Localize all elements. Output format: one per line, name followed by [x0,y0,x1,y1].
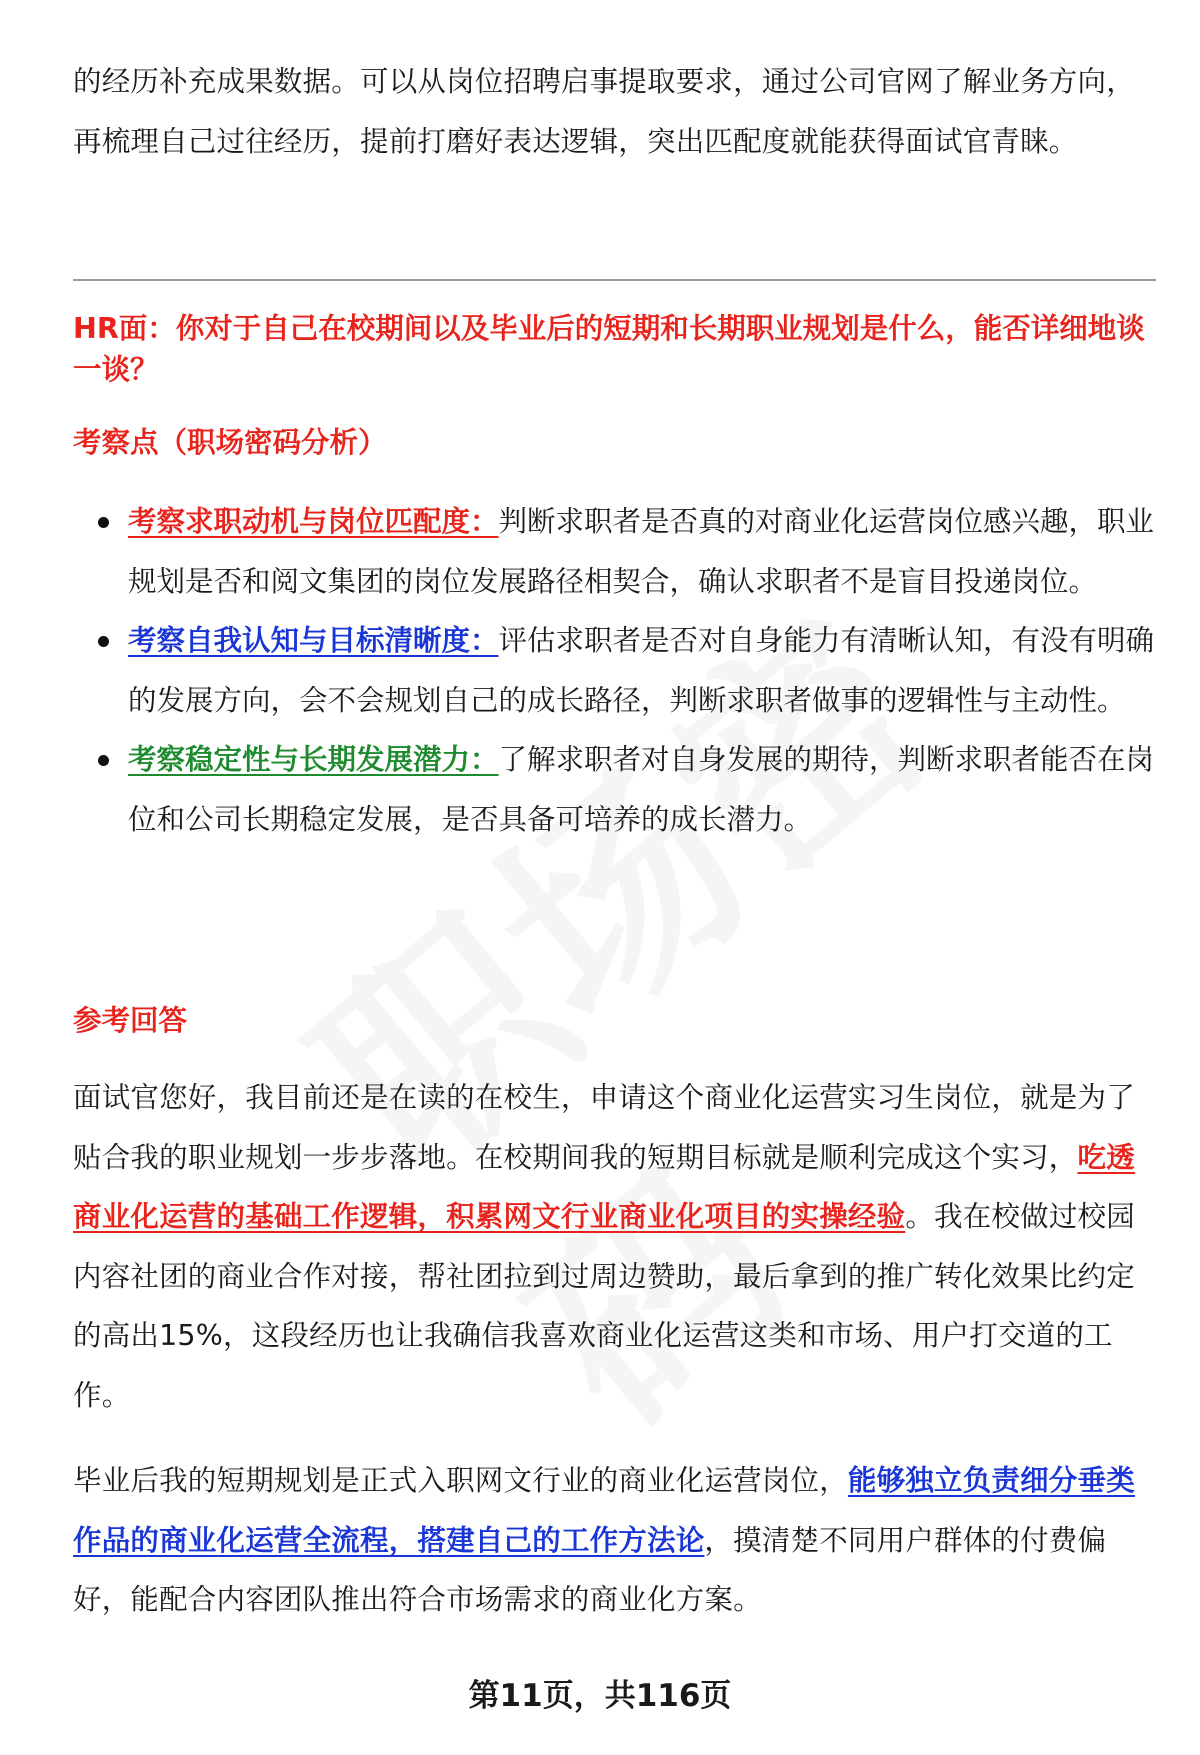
point-label: 考察稳定性与长期发展潜力： [128,743,499,776]
answer-text: 毕业后我的短期规划是正式入职网文行业的商业化运营岗位， [73,1464,848,1497]
point-text: 判断求职者是否真的对商业化运营岗位感兴趣，职业规划是否和阅文集团的岗位发展路径相契合，确认求职者不是盲目投递岗位。 [128,505,1155,598]
bullet-icon [98,755,109,766]
examine-points-list [73,492,1156,849]
divider [73,279,1156,281]
point-text: 评估求职者是否对自身能力有清晰认知，有没有明确的发展方向，会不会规划自己的成长路径，判断求职者做事的逻辑性与主动性。 [128,624,1155,717]
section-examine-title: 考察点（职场密码分析） [73,426,387,459]
answer-highlight: 吃透商业化运营的基础工作逻辑，积累网文行业商业化项目的实操经验 [73,1140,1135,1233]
examine-point [73,730,1156,849]
point-label: 考察求职动机与岗位匹配度： [128,505,499,538]
examine-point [73,492,1156,611]
question-title: HR面：你对于自己在校期间以及毕业后的短期和长期职业规划是什么，能否详细地谈一谈？ [73,312,1145,386]
answer-paragraph-2 [73,1451,1156,1630]
answer-text: 面试官您好，我目前还是在读的在校生，申请这个商业化运营实习生岗位，就是为了贴合我的职业规划一步步落地。在校期间我的短期目标就是顺利完成这个实习， [73,1081,1135,1174]
point-text: 了解求职者对自身发展的期待，判断求职者能否在岗位和公司长期稳定发展，是否具备可培养的成长潜力。 [128,743,1155,836]
section-answer-title: 参考回答 [73,1004,188,1037]
examine-point [73,611,1156,730]
page-footer: 第11页，共116页 [468,1678,732,1714]
answer-text: ，摸清楚不同用户群体的付费偏好，能配合内容团队推出符合市场需求的商业化方案。 [73,1523,1107,1616]
answer-highlight: 能够独立负责细分垂类作品的商业化运营全流程，搭建自己的工作方法论 [73,1464,1135,1557]
bullet-icon [98,517,109,528]
bullet-icon [98,636,109,647]
top-paragraph: 的经历补充成果数据。可以从岗位招聘启事提取要求，通过公司官网了解业务方向，再梳理自己过往经历，提前打磨好表达逻辑，突出匹配度就能获得面试官青睐。 [73,65,1135,158]
answer-paragraph-1 [73,1068,1156,1425]
answer-text: 。我在校做过校园内容社团的商业合作对接，帮社团拉到过周边赞助，最后拿到的推广转化效果比约定的高出15%，这段经历也让我确信我喜欢商业化运营这类和市场、用户打交道的工作。 [73,1200,1135,1412]
point-label: 考察自我认知与目标清晰度： [128,624,499,657]
